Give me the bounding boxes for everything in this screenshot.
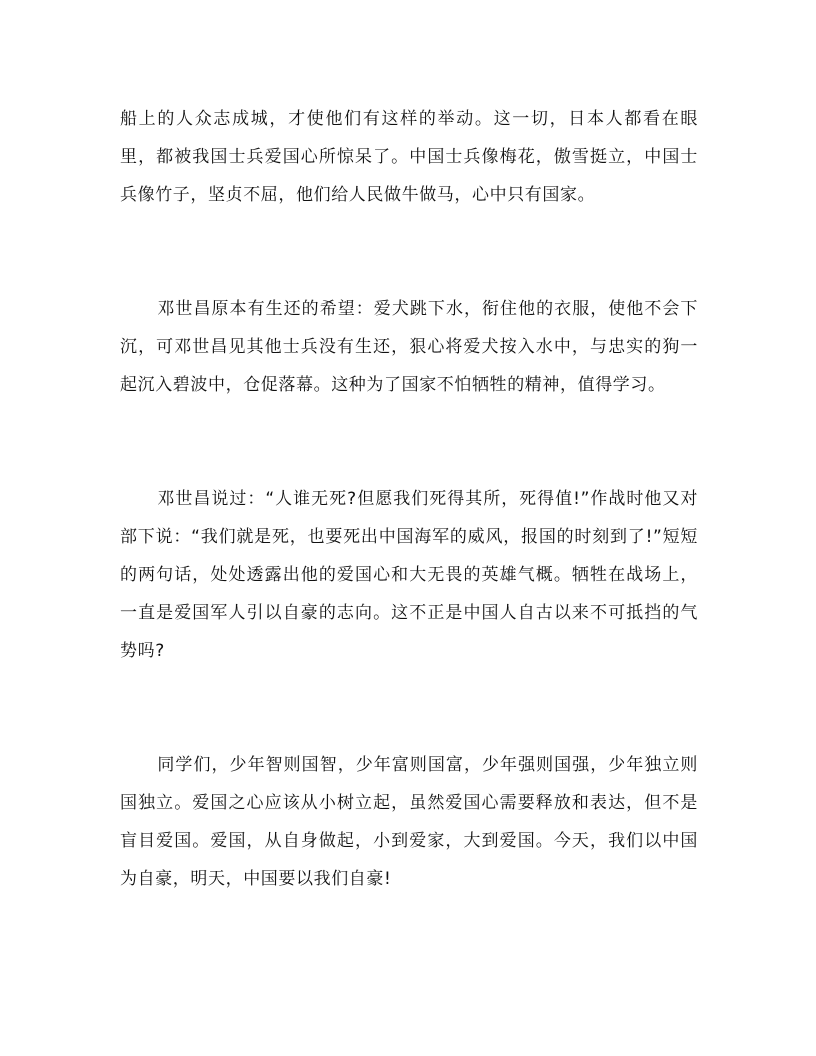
paragraph-4: 同学们，少年智则国智，少年富则国富，少年强则国强，少年独立则国独立。爱国之心应该从小树立起，虽然爱国心需要释放和表达，但不是盲目爱国。爱国，从自身做起，小到爱家，大到爱国。今天，我们以中国为自豪，明天，中国要以我们自豪! [120,755,698,889]
paragraph-gap [120,404,698,480]
document-body [120,100,698,898]
paragraph-1: 船上的人众志成城，才使他们有这样的举动。这一切，日本人都看在眼里，都被我国士兵爱国心所惊呆了。中国士兵像梅花，傲雪挺立，中国士兵像竹子，坚贞不屈，他们给人民做牛做马，心中只有国家。 [120,109,698,205]
paragraph-gap [120,214,698,290]
paragraph-gap [120,670,698,746]
paragraph-3: 邓世昌说过：“人谁无死?但愿我们死得其所，死得值!”作战时他又对部下说：“我们就是死，也要死出中国海军的威风，报国的时刻到了!”短短的两句话，处处透露出他的爱国心和大无畏的英雄气概。牺牲在战场上，一直是爱国军人引以自豪的志向。这不正是中国人自古以来不可抵挡的气势吗? [120,489,698,661]
paragraph-2: 邓世昌原本有生还的希望：爱犬跳下水，衔住他的衣服，使他不会下沉，可邓世昌见其他士兵没有生还，狠心将爱犬按入水中，与忠实的狗一起沉入碧波中，仓促落幕。这种为了国家不怕牺牲的精神，值得学习。 [120,299,698,395]
